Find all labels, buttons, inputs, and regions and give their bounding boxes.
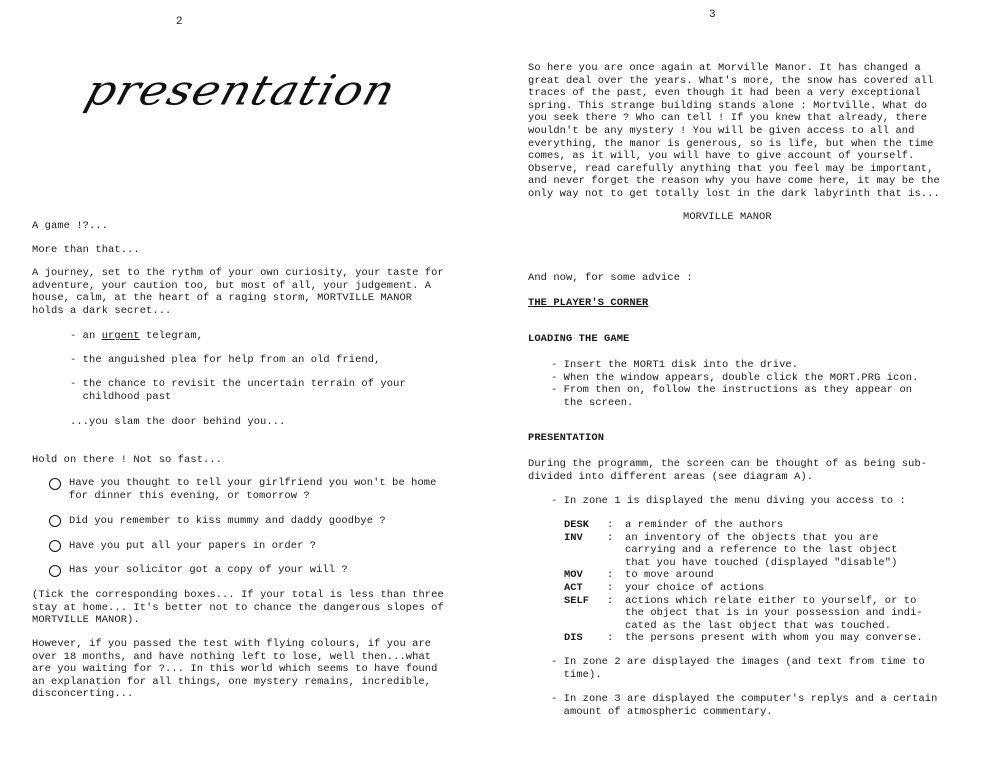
paragraph-line: over 18 months, and have nothing left to lose, well then...what [32, 650, 432, 663]
menu-colon: : [607, 594, 614, 607]
paragraph-line: amount of atmospheric commentary. [551, 705, 773, 718]
menu-desc: to move around [625, 569, 714, 582]
loading-step: - Insert the MORT1 disk into the drive. [551, 359, 799, 371]
menu-colon: : [607, 582, 614, 594]
paragraph-line: house, calm, at the heart of a raging storm, MORTVILLE MANOR [32, 292, 413, 305]
paragraph-line: time). [551, 668, 602, 681]
menu-desc: a reminder of the authors [625, 519, 784, 531]
menu-desc: your choice of actions [625, 582, 765, 594]
checkbox-circle[interactable] [49, 515, 61, 527]
paragraph-line: traces of the past, even though it had been a very exceptional [528, 87, 921, 100]
paragraph-line: A journey, set to the rythm of your own curiosity, your taste for [32, 267, 444, 279]
players-corner-heading: THE PLAYER'S CORNER [528, 297, 649, 309]
intro-line: A game !?... [32, 220, 109, 232]
paragraph-line: divided into different areas (see diagram A). [528, 470, 814, 483]
paragraph-line: are you waiting for ?... In this world which seems to have found [32, 663, 438, 676]
bullet-plea: - the anguished plea for help from an old friend, [70, 354, 381, 366]
paragraph-line: wouldn't be any mystery ! You will be given access to all and [528, 124, 915, 137]
paragraph-line: everything, the manor is generous, so is life, but when the time [528, 137, 934, 150]
menu-desc-block [625, 595, 923, 633]
menu-key-act: ACT [564, 582, 583, 594]
menu-key-mov: MOV [564, 569, 583, 582]
bullet-revisit [70, 378, 406, 403]
menu-desc: an inventory of the objects that you are [625, 531, 879, 544]
checklist-text: Did you remember to kiss mummy and daddy goodbye ? [69, 515, 386, 527]
paragraph-line: - In zone 3 are displayed the computer's replys and a certain [551, 693, 938, 705]
paragraph-line: So here you are once again at Morville Manor. It has changed a [528, 62, 921, 74]
right-page [500, 0, 1000, 760]
menu-desc: the object that is in your possession and indi- [625, 607, 923, 620]
bullet-line: childhood past [70, 390, 172, 403]
checkbox-circle[interactable] [49, 565, 61, 577]
paragraph-line: Observe, read carefully anything that you feel may be important, [528, 162, 934, 175]
paragraph-line: spring. This strange building stands alone : Mortville. What do [528, 99, 928, 112]
paragraph-line: During the programm, the screen can be thought of as being sub- [528, 458, 928, 470]
bullet-line: - the chance to revisit the uncertain terrain of your [70, 378, 406, 390]
zone1-line: - In zone 1 is displayed the menu diving you access to : [551, 495, 906, 507]
presentation-title: presentation [80, 66, 402, 115]
bullet-prefix: - an [70, 330, 102, 342]
checklist-item [69, 477, 436, 502]
checklist-text: for dinner this evening, or tomorrow ? [69, 489, 310, 502]
closing-paragraph [32, 638, 437, 701]
slam-line: ...you slam the door behind you... [70, 416, 286, 428]
page-number-right: 3 [709, 9, 716, 21]
loading-step: - When the window appears, double click the MORT.PRG icon. [551, 371, 919, 384]
zone3-paragraph [551, 693, 937, 718]
advice-line: And now, for some advice : [528, 272, 693, 284]
menu-key-inv: INV [564, 531, 583, 544]
menu-desc: carrying and a reference to the last object [625, 544, 898, 557]
paragraph-line: stay at home... It's better not to chance the dangerous slopes of [32, 601, 444, 614]
checkbox-circle[interactable] [49, 478, 61, 490]
paragraph-line: (Tick the corresponding boxes... If your total is less than three [32, 589, 444, 601]
menu-colon: : [607, 569, 614, 582]
hold-on-line: Hold on there ! Not so fast... [32, 454, 223, 466]
paragraph-line: only way not to get totally lost in the dark labyrinth that is... [528, 187, 940, 200]
menu-key-desk: DESK [564, 519, 589, 531]
menu-colon: : [607, 531, 614, 544]
menu-key-self: SELF [564, 594, 589, 607]
story-paragraph [528, 62, 940, 201]
menu-desc: the persons present with whom you may converse. [625, 632, 923, 645]
loading-heading: LOADING THE GAME [528, 333, 630, 345]
paragraph-line: an explanation for all things, one mystery remains, incredible, [32, 675, 432, 688]
checkbox-circle[interactable] [49, 540, 61, 552]
paragraph-line: comes, as it will, you will have to give account of yourself. [528, 150, 915, 163]
paragraph-line: holds a dark secret... [32, 304, 172, 317]
menu-desc: cated as the last object that was touched. [625, 619, 892, 632]
journey-paragraph [32, 267, 444, 317]
presentation-heading: PRESENTATION [528, 432, 605, 444]
checklist-text: Have you put all your papers in order ? [69, 540, 317, 552]
menu-desc: actions which relate either to yourself, or to [625, 594, 917, 607]
paragraph-line: However, if you passed the test with flying colours, if you are [32, 638, 432, 650]
menu-table [564, 519, 994, 644]
paragraph-line: adventure, your caution too, but most of all, your judgement. A [32, 279, 432, 292]
signature: MORVILLE MANOR [683, 211, 772, 223]
paragraph-line: - In zone 2 are displayed the images (and text from time to [551, 656, 925, 668]
paragraph-line: MORTVILLE MANOR). [32, 614, 140, 627]
intro-line: More than that... [32, 244, 140, 256]
bullet-suffix: telegram, [139, 330, 204, 342]
loading-step: the screen. [551, 396, 634, 409]
menu-colon: : [607, 519, 614, 531]
zone2-paragraph [551, 656, 925, 681]
tick-note-paragraph [32, 589, 444, 627]
checklist-text: Have you thought to tell your girlfriend you won't be home [69, 477, 437, 489]
menu-key-dis: DIS [564, 632, 583, 645]
presentation-intro [528, 458, 927, 483]
checklist-text: Has your solicitor got a copy of your will ? [69, 564, 348, 576]
loading-list [551, 359, 918, 409]
bullet-telegram [70, 330, 203, 343]
menu-desc-block [625, 532, 897, 570]
menu-colon: : [607, 632, 614, 645]
urgent-underlined: urgent [101, 330, 140, 342]
paragraph-line: you seek there ? Who can tell ! If you knew that already, there [528, 112, 928, 125]
loading-step: - From then on, follow the instructions as they appear on [551, 384, 913, 397]
menu-desc: that you have touched (displayed "disable") [625, 556, 898, 569]
paragraph-line: and never forget the reason why you have come here, it may be the [528, 175, 940, 188]
paragraph-line: disconcerting... [32, 688, 134, 701]
paragraph-line: great deal over the years. What's more, the snow has covered all [528, 74, 934, 87]
page-number-left: 2 [176, 16, 183, 28]
